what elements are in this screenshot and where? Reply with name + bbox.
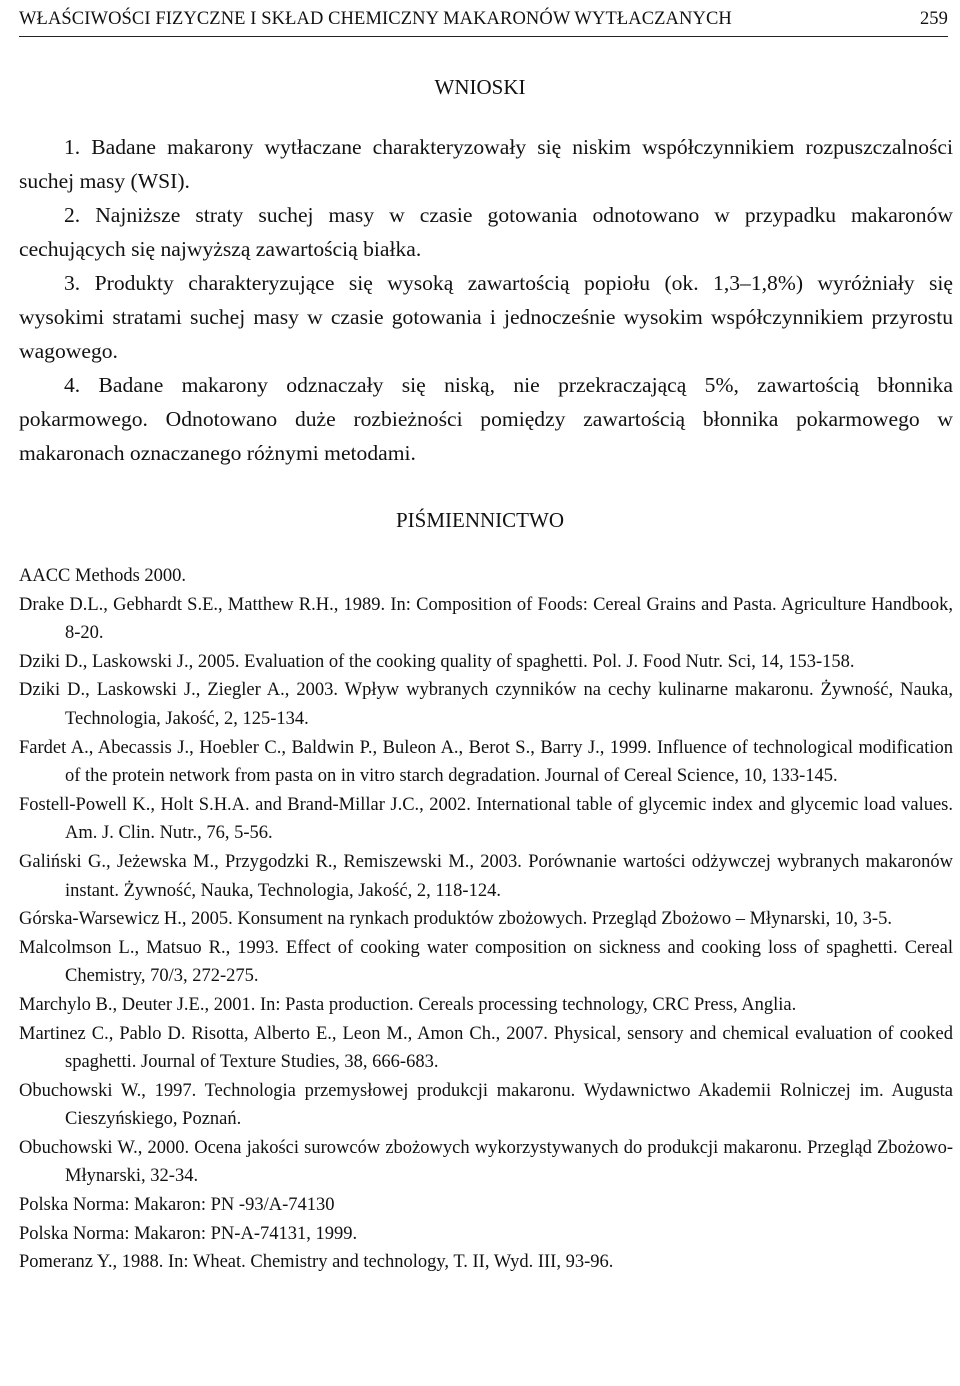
reference-item: Obuchowski W., 1997. Technologia przemysłowej produkcji makaronu. Wydawnictwo Akademii Rolniczej im. Augusta Cieszyńskiego, Poznań.: [19, 1080, 953, 1130]
reference-item: Pomeranz Y., 1988. In: Wheat. Chemistry and technology, T. II, Wyd. III, 93-96.: [19, 1252, 614, 1273]
references-list: [19, 562, 953, 1277]
conclusion-item: 4. Badane makarony odznaczały się niską, nie przekraczającą 5%, zawartością błonnika pokarmowego. Odnotowano duże rozbieżności pomiędzy zawartością błonnika pokarmowego w makaronach oznaczanego różnymi metodami.: [19, 373, 953, 465]
page-number: 259: [919, 8, 948, 29]
conclusion-item: 2. Najniższe straty suchej masy w czasie gotowania odnotowano w przypadku makaronów cechujących się najwyższą zawartością białka.: [19, 203, 953, 261]
running-title: WŁAŚCIWOŚCI FIZYCZNE I SKŁAD CHEMICZNY MAKARONÓW WYTŁACZANYCH: [19, 8, 732, 29]
conclusion-item: 3. Produkty charakteryzujące się wysoką zawartością popiołu (ok. 1,3–1,8%) wyróżniały się wysokimi stratami suchej masy w czasie gotowania i jednocześnie wysokim współczynnikiem przyrostu wagowego.: [19, 271, 953, 363]
reference-item: Marchylo B., Deuter J.E., 2001. In: Pasta production. Cereals processing technology, CRC Press, Anglia.: [19, 994, 797, 1015]
reference-item: Galiński G., Jeżewska M., Przygodzki R., Remiszewski M., 2003. Porównanie wartości odżywczej wybranych makaronów instant. Żywność, Nauka, Technologia, Jakość, 2, 118-124.: [19, 851, 953, 901]
reference-item: Polska Norma: Makaron: PN-A-74131, 1999.: [19, 1223, 358, 1244]
reference-item: Fostell-Powell K., Holt S.H.A. and Brand-Millar J.C., 2002. International table of glycemic index and glycemic load values. Am. J. Clin. Nutr., 76, 5-56.: [19, 794, 953, 844]
reference-item: AACC Methods 2000.: [19, 566, 187, 586]
reference-item: Dziki D., Laskowski J., Ziegler A., 2003. Wpływ wybranych czynników na cechy kulinarne makaronu. Żywność, Nauka, Technologia, Jakość, 2, 125-134.: [19, 680, 953, 729]
running-header: [19, 2, 948, 37]
reference-item: Górska-Warsewicz H., 2005. Konsument na rynkach produktów zbożowych. Przegląd Zbożowo – Młynarski, 10, 3-5.: [19, 909, 892, 930]
reference-item: Dziki D., Laskowski J., 2005. Evaluation of the cooking quality of spaghetti. Pol. J. Food Nutr. Sci, 14, 153-158.: [19, 651, 855, 672]
conclusions-heading: WNIOSKI: [434, 75, 526, 99]
reference-item: Martinez C., Pablo D. Risotta, Alberto E., Leon M., Amon Ch., 2007. Physical, sensory and chemical evaluation of cooked spaghetti. Journal of Texture Studies, 38, 666-683.: [19, 1023, 953, 1073]
conclusions-list: [19, 130, 953, 470]
reference-item: Malcolmson L., Matsuo R., 1993. Effect of cooking water composition on sickness and cooking loss of spaghetti. Cereal Chemistry, 70/3, 272-275.: [19, 937, 953, 987]
conclusion-item: 1. Badane makarony wytłaczane charakteryzowały się niskim współczynnikiem rozpuszczalności suchej masy (WSI).: [19, 135, 953, 193]
reference-item: Fardet A., Abecassis J., Hoebler C., Baldwin P., Buleon A., Berot S., Barry J., 1999. Influence of technological modification of the protein network from pasta on in vitro starch degradation. Journal of Cereal Science, 10, 133-145.: [19, 737, 953, 787]
reference-item: Polska Norma: Makaron: PN -93/A-74130: [19, 1195, 335, 1216]
reference-item: Obuchowski W., 2000. Ocena jakości surowców zbożowych wykorzystywanych do produkcji makaronu. Przegląd Zbożowo-Młynarski, 32-34.: [19, 1137, 953, 1187]
references-heading: PIŚMIENNICTWO: [396, 508, 564, 532]
reference-item: Drake D.L., Gebhardt S.E., Matthew R.H., 1989. In: Composition of Foods: Cereal Grains and Pasta. Agriculture Handbook, 8-20.: [19, 594, 953, 644]
